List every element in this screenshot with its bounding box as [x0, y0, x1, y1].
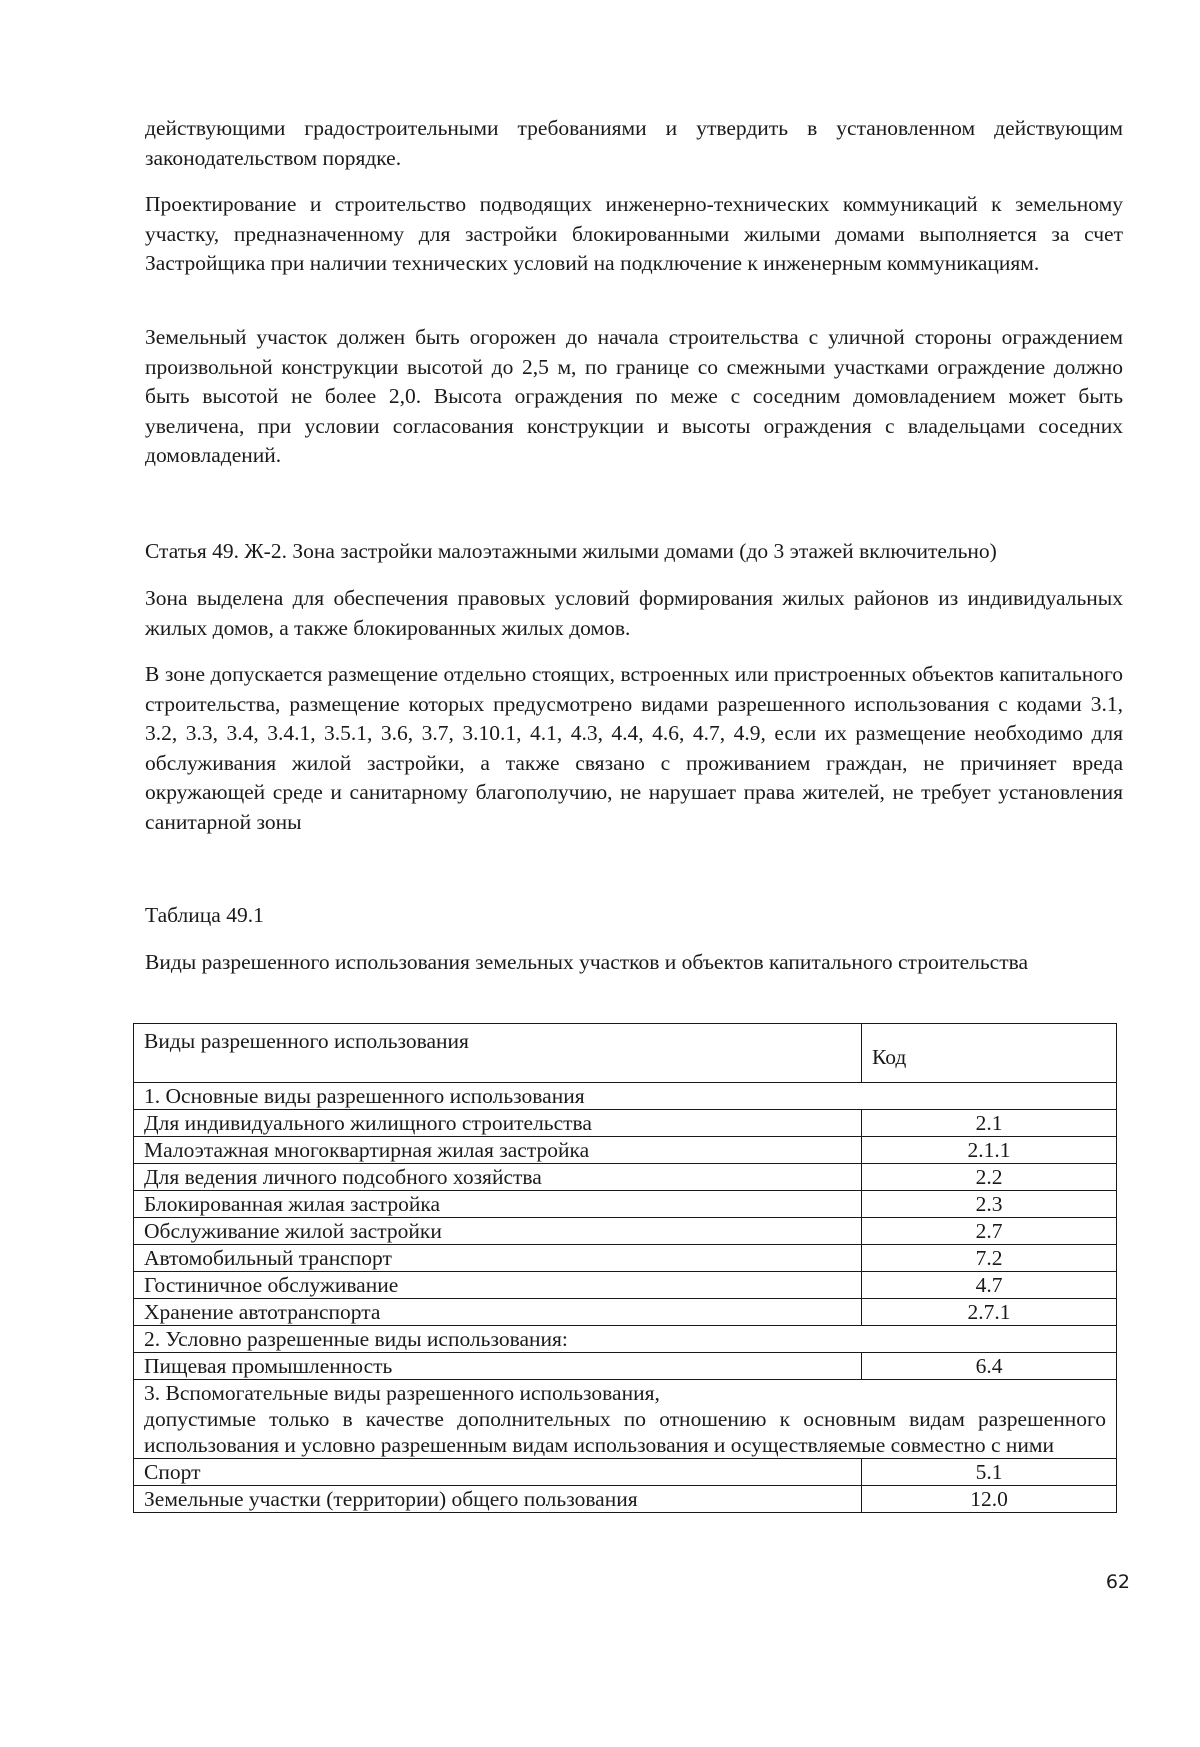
row-code-cell: 12.0: [862, 1486, 1117, 1513]
article-title-text: Статья 49. Ж-2. Зона застройки малоэтажными жилыми домами (до 3 этажей включительно): [145, 539, 997, 563]
row-code-cell: 6.4: [862, 1353, 1117, 1380]
row-code-cell: 2.7: [862, 1218, 1117, 1245]
row-name-cell: Обслуживание жилой застройки: [134, 1218, 862, 1245]
paragraph-text: Земельный участок должен быть огорожен до начала строительства с уличной стороны ограждением произвольной конструкции высотой до 2,5 м, по границе со смежными участками ограждение должно быть высотой не более 2,0. Высота ограждения по меже с соседним домовладением может быть увеличена, при условии согласования конструкции и высоты ограждения с владельцами соседних домовладений.: [145, 325, 1123, 467]
row-name-cell: Малоэтажная многоквартирная жилая застройка: [134, 1137, 862, 1164]
row-code-cell: 7.2: [862, 1245, 1117, 1272]
header-cell-code: Код: [862, 1024, 1117, 1083]
table-caption: [145, 948, 1123, 978]
table-row: [134, 1137, 1117, 1164]
table-row: [134, 1459, 1117, 1486]
table-header-row: [134, 1024, 1117, 1083]
row-name-cell: Земельные участки (территории) общего пользования: [134, 1486, 862, 1513]
table-row: [134, 1245, 1117, 1272]
table-row: [134, 1110, 1117, 1137]
section-row-main: [134, 1083, 1117, 1110]
paragraph-engineering: [145, 190, 1123, 279]
row-name-cell: Для ведения личного подсобного хозяйства: [134, 1164, 862, 1191]
page-number: 62: [1105, 1571, 1130, 1593]
land-use-table: [133, 1023, 1117, 1513]
section-title-cell: [134, 1380, 1117, 1459]
table-row: [134, 1218, 1117, 1245]
table-row: [134, 1272, 1117, 1299]
row-name-cell: Гостиничное обслуживание: [134, 1272, 862, 1299]
row-code-cell: 2.1: [862, 1110, 1117, 1137]
row-name-cell: Автомобильный транспорт: [134, 1245, 862, 1272]
section-description: допустимые только в качестве дополнительных по отношению к основным видам разрешенного использования и условно разрешенным видам использования и осуществляемые совместно с ними: [144, 1407, 1106, 1457]
row-code-cell: 5.1: [862, 1459, 1117, 1486]
row-code-cell: 2.3: [862, 1191, 1117, 1218]
paragraph-zone-allowed: [145, 660, 1123, 837]
section-title: 2. Условно разрешенные виды использования:: [134, 1326, 1117, 1353]
row-name-cell: Блокированная жилая застройка: [134, 1191, 862, 1218]
paragraph-text: В зоне допускается размещение отдельно стоящих, встроенных или пристроенных объектов капитального строительства, размещение которых предусмотрено видами разрешенного использования с кодами 3.1, 3.2, 3.3, 3.4, 3.4.1, 3.5.1, 3.6, 3.7, 3.10.1, 4.1, 4.3, 4.4, 4.6, 4.7, 4.9, если их размещение необходимо для обслуживания жилой застройки, а также связано с проживанием граждан, не причиняет вреда окружающей среде и санитарному благополучию, не нарушает права жителей, не требует установления санитарной зоны: [145, 662, 1123, 834]
section-row-auxiliary: [134, 1380, 1117, 1459]
paragraph-text: Зона выделена для обеспечения правовых условий формирования жилых районов из индивидуальных жилых домов, а также блокированных жилых домов.: [145, 586, 1123, 640]
article-title: [145, 537, 1123, 567]
row-name-cell: Спорт: [134, 1459, 862, 1486]
row-code-cell: 2.2: [862, 1164, 1117, 1191]
header-cell-name: Виды разрешенного использования: [134, 1024, 862, 1083]
table-row: [134, 1191, 1117, 1218]
paragraph-zone-purpose: [145, 584, 1123, 643]
row-name-cell: Пищевая промышленность: [134, 1353, 862, 1380]
land-use-table-wrapper: [133, 1023, 1116, 1513]
section-title: 1. Основные виды разрешенного использования: [134, 1083, 1117, 1110]
row-code-cell: 2.7.1: [862, 1299, 1117, 1326]
table-label: [145, 901, 1123, 931]
table-row: [134, 1299, 1117, 1326]
paragraph-continuation: [145, 114, 1123, 173]
paragraph-text: действующими градостроительными требованиями и утвердить в установленном действующим законодательством порядке.: [145, 116, 1123, 170]
section-row-conditional: [134, 1326, 1117, 1353]
row-name-cell: Для индивидуального жилищного строительства: [134, 1110, 862, 1137]
row-code-cell: 4.7: [862, 1272, 1117, 1299]
table-row: [134, 1486, 1117, 1513]
table-label-text: Таблица 49.1: [145, 903, 264, 927]
section-title: 3. Вспомогательные виды разрешенного использования,: [144, 1381, 660, 1405]
table-row: [134, 1353, 1117, 1380]
table-caption-text: Виды разрешенного использования земельных участков и объектов капитального строительства: [145, 950, 1029, 974]
row-code-cell: 2.1.1: [862, 1137, 1117, 1164]
paragraph-text: Проектирование и строительство подводящих инженерно-технических коммуникаций к земельному участку, предназначенному для застройки блокированными жилыми домами выполняется за счет Застройщика при наличии технических условий на подключение к инженерным коммуникациям.: [145, 192, 1123, 275]
table-row: [134, 1164, 1117, 1191]
paragraph-fence: [145, 323, 1123, 471]
row-name-cell: Хранение автотранспорта: [134, 1299, 862, 1326]
